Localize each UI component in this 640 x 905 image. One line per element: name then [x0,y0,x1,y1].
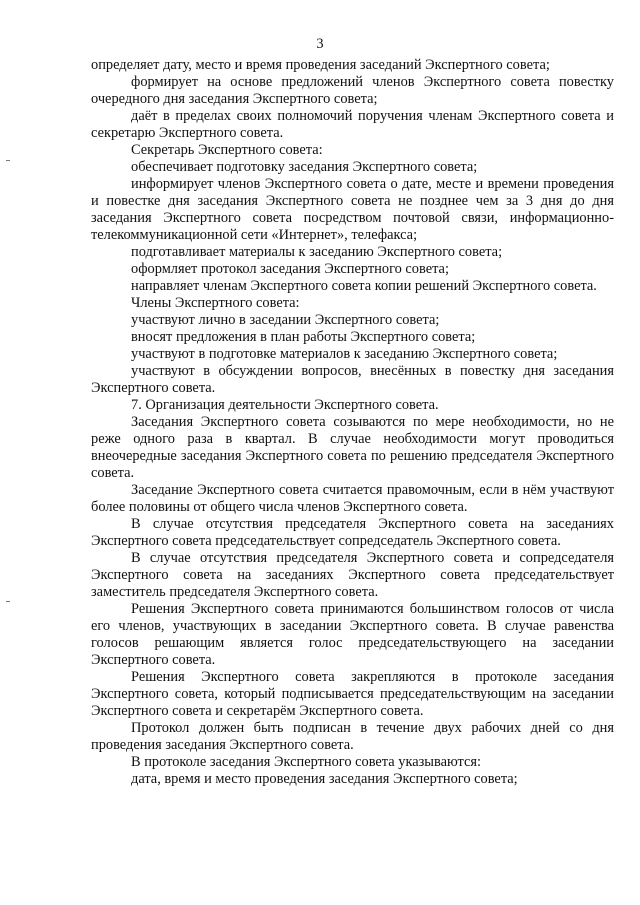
paragraph-1: определяет дату, место и время проведения заседаний Экспертного совета; [91,57,550,73]
paragraph-20: Решения Экспертного совета принимаются большинством голосов от числа его членов, участвующих в заседании Экспертного совета. В случае равенства голосов решающим является голос председательствующего на заседании Экспертного совета. [91,601,614,668]
paragraph-18: В случае отсутствия председателя Экспертного совета на заседаниях Экспертного совета председательствует сопредседатель Экспертного совета. [91,516,614,549]
margin-mark [6,601,10,602]
paragraph-14: участвуют в обсуждении вопросов, внесённых в повестку дня заседания Экспертного совета. [91,363,614,396]
paragraph-22: Протокол должен быть подписан в течение двух рабочих дней со дня проведения заседания Экспертного совета. [91,720,614,753]
paragraph-23: В протоколе заседания Экспертного совета указываются: [131,754,481,770]
paragraph-19: В случае отсутствия председателя Экспертного совета и сопредседателя Экспертного совета на заседаниях Экспертного совета председательствует заместитель председателя Экспертного совета. [91,550,614,600]
paragraph-7: подготавливает материалы к заседанию Экспертного совета; [131,244,503,260]
paragraph-8: оформляет протокол заседания Экспертного совета; [131,261,449,277]
paragraph-13: участвуют в подготовке материалов к заседанию Экспертного совета; [131,346,558,362]
page-number: 3 [316,36,324,52]
paragraph-10: Члены Экспертного совета: [131,295,300,311]
section-heading: 7. Организация деятельности Экспертного совета. [131,397,439,413]
paragraph-6: информирует членов Экспертного совета о дате, месте и времени проведения и повестке дня заседания Экспертного совета не позднее чем за 3 дня до дня заседания Экспертного совета посредством почтовой связи, информационно-телекоммуникационной сети «Интернет», телефакса; [91,176,614,243]
paragraph-4: Секретарь Экспертного совета: [131,142,323,158]
paragraph-16: Заседания Экспертного совета созываются по мере необходимости, но не реже одного раза в квартал. В случае необходимости могут проводиться внеочередные заседания Экспертного совета по решению председателя Экспертного совета. [91,414,614,481]
paragraph-5: обеспечивает подготовку заседания Экспертного совета; [131,159,478,175]
paragraph-3: даёт в пределах своих полномочий поручения членам Экспертного совета и секретарю Экспертного совета. [91,108,614,141]
paragraph-11: участвуют лично в заседании Экспертного совета; [131,312,440,328]
margin-mark [6,160,10,161]
paragraph-17: Заседание Экспертного совета считается правомочным, если в нём участвуют более половины от общего числа членов Экспертного совета. [91,482,614,515]
paragraph-12: вносят предложения в план работы Экспертного совета; [131,329,476,345]
paragraph-2: формирует на основе предложений членов Экспертного совета повестку очередного дня заседания Экспертного совета; [91,74,614,107]
paragraph-21: Решения Экспертного совета закрепляются в протоколе заседания Экспертного совета, который подписывается председательствующим на заседании Экспертного совета и секретарём Экспертного совета. [91,669,614,719]
paragraph-24: дата, время и место проведения заседания Экспертного совета; [131,771,518,787]
paragraph-9: направляет членам Экспертного совета копии решений Экспертного совета. [131,278,597,294]
document-body [91,57,614,788]
